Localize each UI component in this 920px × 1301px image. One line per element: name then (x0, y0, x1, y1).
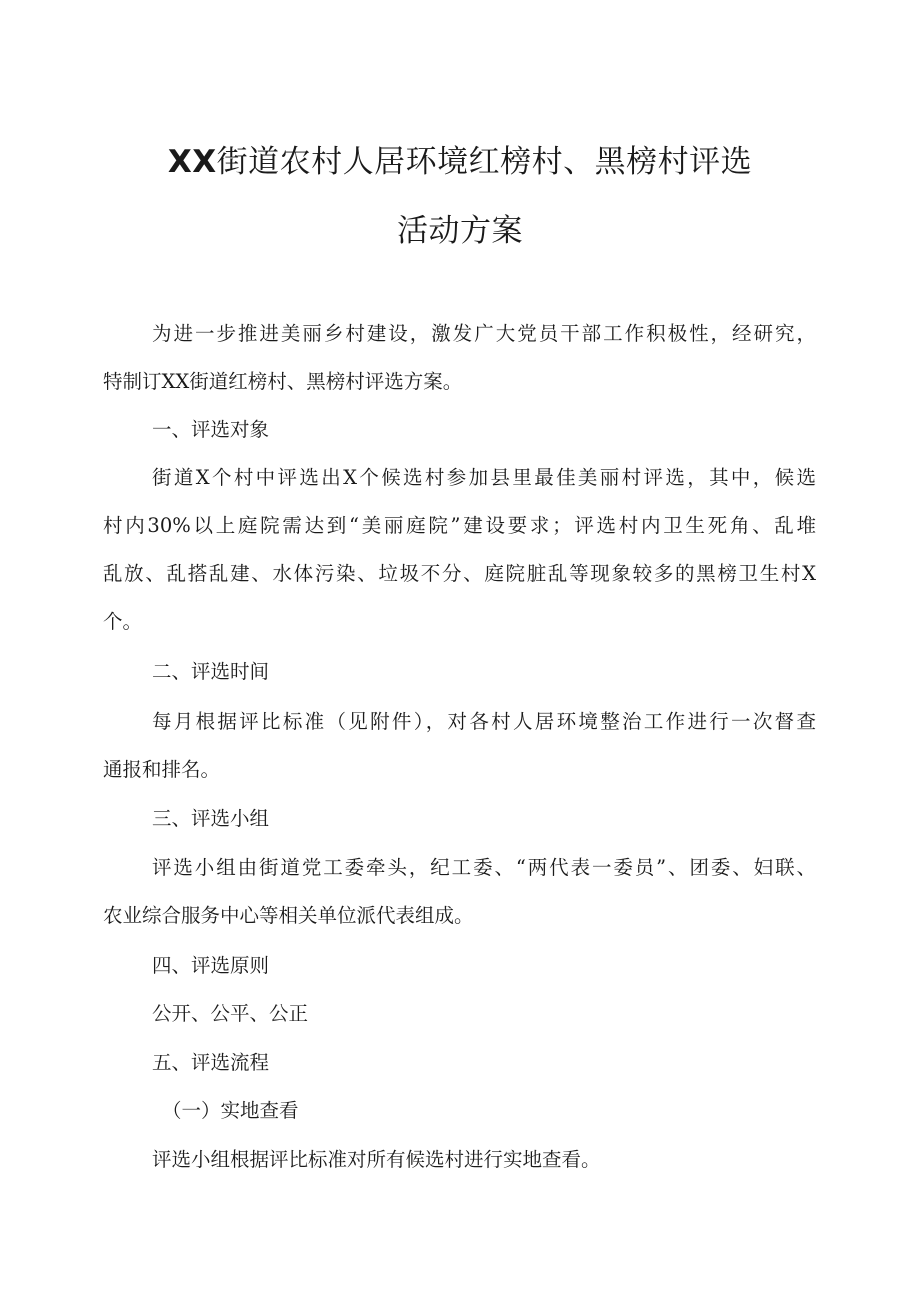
section-1-line-1: 街道X个村中评选出X个候选村参加县里最佳美丽村评选，其中，候选 (152, 466, 816, 489)
section-3-line-1: 评选小组由街道党工委牵头，纪工委、“两代表一委员”、团委、妇联、 (152, 856, 816, 879)
section-1-line-3: 乱放、乱搭乱建、水体污染、垃圾不分、庭院脏乱等现象较多的黑榜卫生村X (103, 562, 816, 585)
section-5-heading: 五、评选流程 (152, 1051, 270, 1074)
section-5-subheading-1: （一）实地查看 (162, 1099, 299, 1122)
document-title-line-2: 活动方案 (397, 213, 523, 249)
intro-paragraph-line-1: 为进一步推进美丽乡村建设，激发广大党员干部工作积极性，经研究， (152, 322, 816, 345)
title-prefix: XX (167, 144, 217, 180)
section-3-line-2: 农业综合服务中心等相关单位派代表组成。 (103, 904, 474, 927)
section-1-line-4: 个。 (103, 610, 143, 633)
intro-paragraph-line-2: 特制订XX街道红榜村、黑榜村评选方案。 (103, 370, 463, 393)
section-2-line-2: 通报和排名。 (103, 758, 221, 781)
section-5-sub-1-line-1: 评选小组根据评比标准对所有候选村进行实地查看。 (152, 1148, 601, 1171)
title-line-1-text: 街道农村人居环境红榜村、黑榜村评选 (216, 144, 753, 180)
section-2-heading: 二、评选时间 (152, 660, 270, 683)
section-3-heading: 三、评选小组 (152, 807, 270, 830)
section-4-line-1: 公开、公平、公正 (152, 1002, 309, 1025)
section-1-heading: 一、评选对象 (152, 418, 270, 441)
section-4-heading: 四、评选原则 (152, 954, 270, 977)
document-title-line-1 (0, 136, 920, 181)
section-1-line-2: 村内30%以上庭院需达到“美丽庭院”建设要求；评选村内卫生死角、乱堆 (103, 514, 816, 537)
section-2-line-1: 每月根据评比标准（见附件），对各村人居环境整治工作进行一次督查 (152, 710, 816, 733)
